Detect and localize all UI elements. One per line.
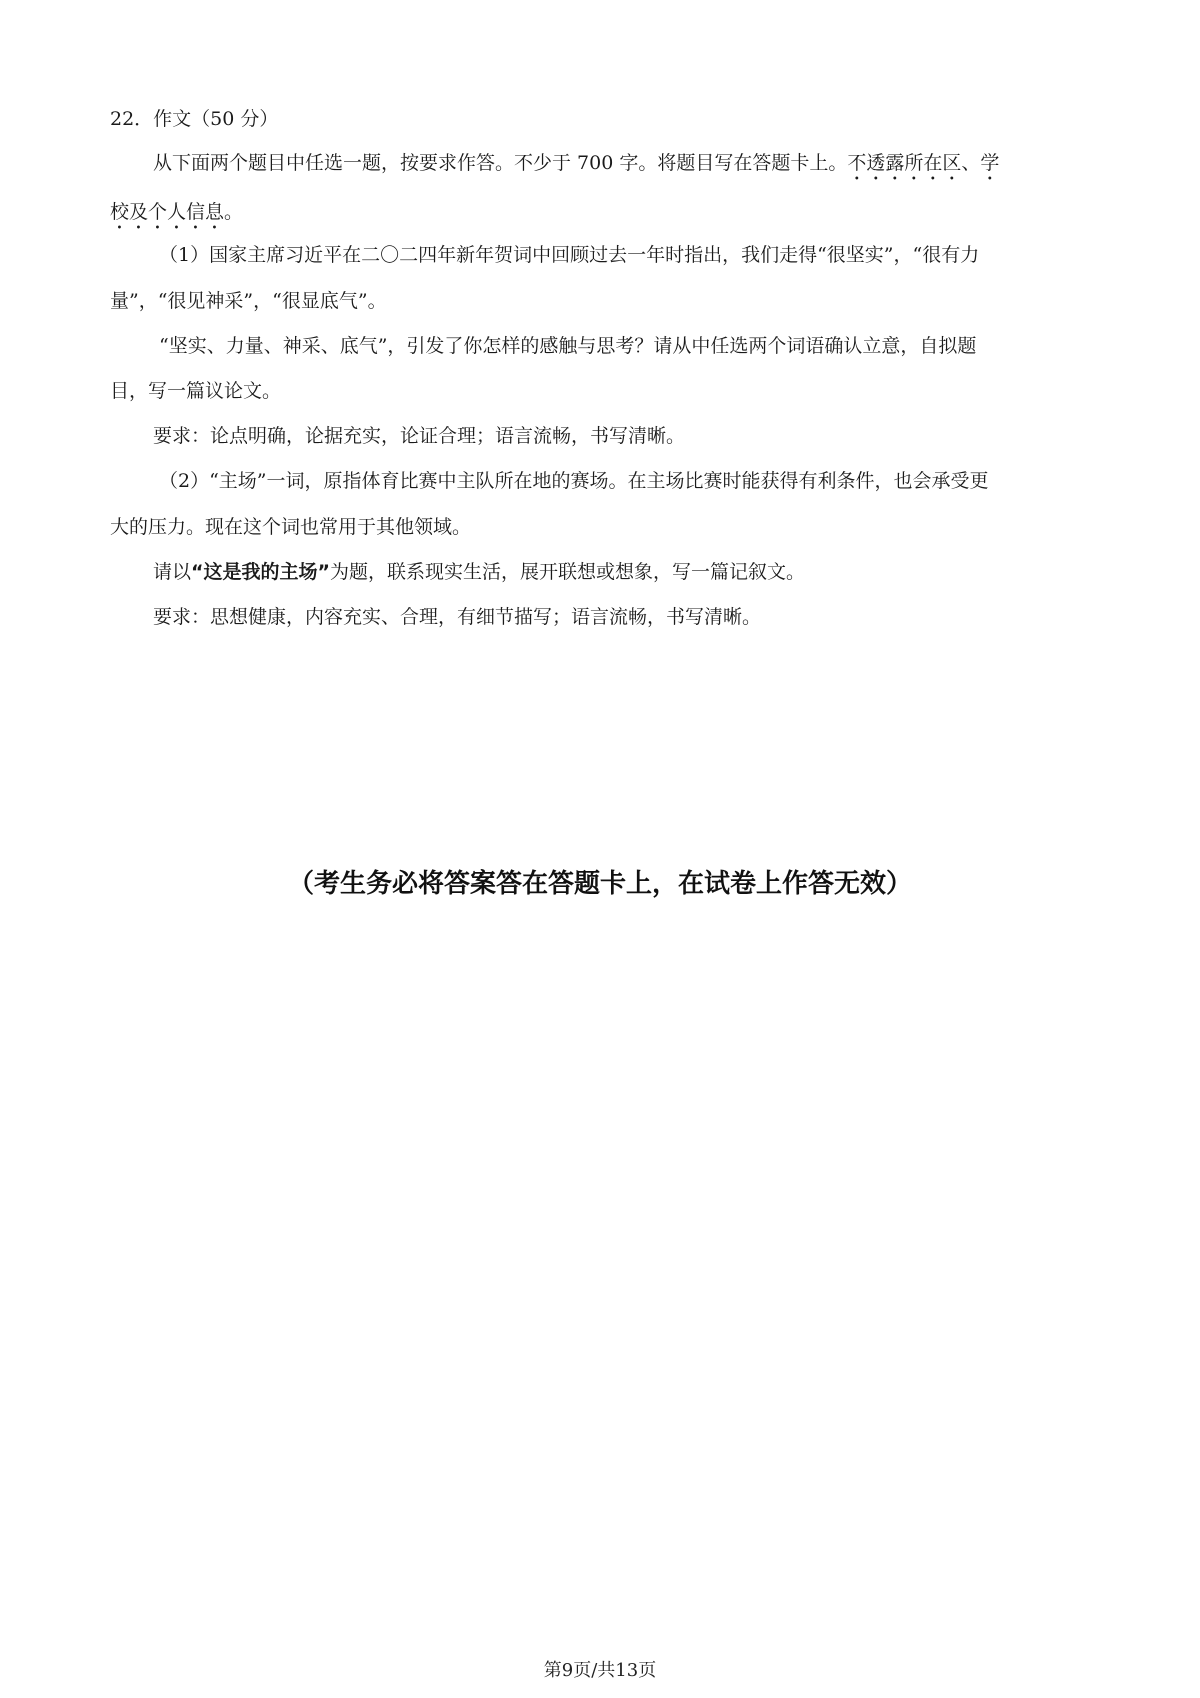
privacy-emphasis-1: 不透露所在区、学 <box>847 152 1000 174</box>
topic2-prompt-pre: 请以 <box>153 561 192 583</box>
topic2-requirement: 要求：思想健康，内容充实、合理，有细节描写；语言流畅，书写清晰。 <box>153 606 762 628</box>
topic1-prompt1: “坚实、力量、神采、底气”，引发了你怎样的感触与思考？请从中任选两个词语确认立意，自拟题 <box>159 335 977 357</box>
topic1-line1: （1）国家主席习近平在二〇二四年新年贺词中回顾过去一年时指出，我们走得“很坚实”，“很有力 <box>159 244 980 266</box>
instruction-text: 从下面两个题目中任选一题，按要求作答。不少于 700 字。将题目写在答题卡上。 <box>153 152 848 174</box>
topic1-requirement: 要求：论点明确，论据充实，论证合理；语言流畅，书写清晰。 <box>153 425 686 447</box>
topic1-line2: 量”，“很见神采”，“很显底气”。 <box>110 290 387 312</box>
answer-card-notice: （考生务必将答案答在答题卡上，在试卷上作答无效） <box>287 869 912 899</box>
privacy-emphasis-2: 校及个人信息 <box>110 201 225 223</box>
page-number: 第9页/共13页 <box>543 1660 657 1681</box>
topic2-line2: 大的压力。现在这个词也常用于其他领域。 <box>110 516 472 538</box>
question-heading: 22．作文（50 分） <box>110 108 279 130</box>
topic2-line1: （2）“主场”一词，原指体育比赛中主队所在地的赛场。在主场比赛时能获得有利条件，也会承受更 <box>159 470 989 492</box>
topic1-prompt2: 目，写一篇议论文。 <box>110 380 282 402</box>
topic2-title: “这是我的主场” <box>191 561 330 583</box>
instruction-end: 。 <box>224 201 244 223</box>
topic2-prompt-post: 为题，联系现实生活，展开联想或想象，写一篇记叙文。 <box>330 561 806 583</box>
instruction-line-2 <box>110 197 243 234</box>
topic2-prompt <box>153 557 805 584</box>
instruction-line <box>153 148 999 185</box>
